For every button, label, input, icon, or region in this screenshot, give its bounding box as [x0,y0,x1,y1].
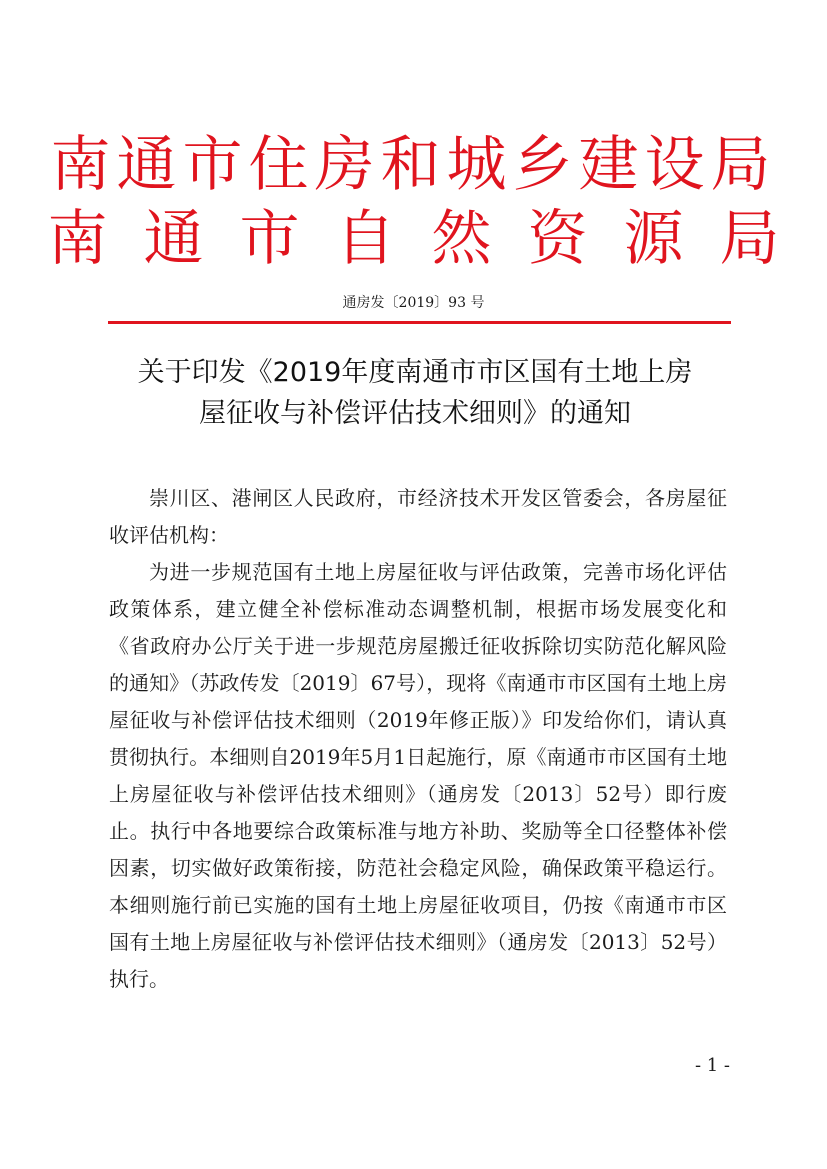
addressee-paragraph: 崇川区、港闸区人民政府，市经济技术开发区管委会，各房屋征收评估机构： [109,486,727,547]
document-title-line-2: 屋征收与补偿评估技术细则》的通知 [199,398,631,429]
issuer-name-housing-bureau: 南通市住房和城乡建设局 [50,130,777,200]
page-number: - 1 - [694,1055,730,1076]
document-title [90,352,740,434]
document-title-line-1: 关于印发《2019年度南通市市区国有土地上房 [137,357,693,388]
main-paragraph: 为进一步规范国有土地上房屋征收与评估政策，完善市场化评估政策体系，建立健全补偿标准动态调整机制，根据市场发展变化和《省政府办公厅关于进一步规范房屋搬迁征收拆除切实防范化解风险的通知》（苏政传发〔2019〕67号），现将《南通市市区国有土地上房屋征收与补偿评估技术细则（2019年修正版）》印发给你们，请认真贯彻执行。本细则自2019年5月1日起施行，原《南通市市区国有土地上房屋征收与补偿评估技术细则》（通房发〔2013〕52号）即行废止。执行中各地要综合政策标准与地方补助、奖励等全口径整体补偿因素，切实做好政策衔接，防范社会稳定风险，确保政策平稳运行。本细则施行前已实施的国有土地上房屋征收项目，仍按《南通市市区国有土地上房屋征收与补偿评估技术细则》（通房发〔2013〕52号）执行。 [109,560,727,991]
document-body [109,480,727,998]
document-number: 通房发〔2019〕93 号 [342,295,485,311]
issuer-name-natural-resources-bureau: 南通市自然资源局 [47,204,816,274]
red-divider-line [108,321,731,324]
